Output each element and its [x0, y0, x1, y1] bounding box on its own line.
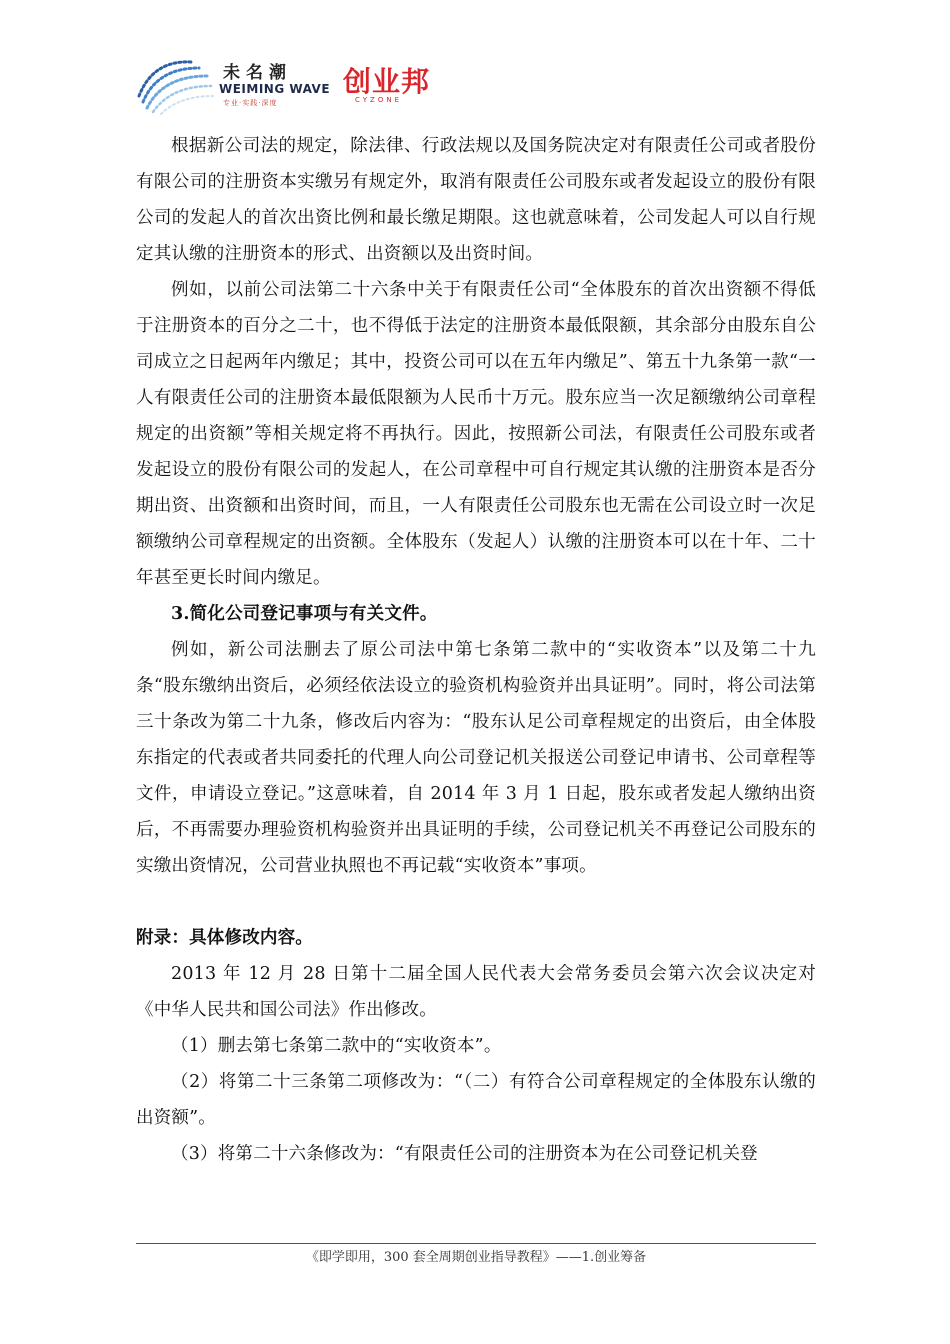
- brand-slogan: 专业·实践·深度: [223, 99, 278, 107]
- page-footer: 《即学即用，300 套全周期创业指导教程》——1.创业筹备: [305, 1250, 647, 1265]
- footer-divider: [136, 1243, 816, 1244]
- list-item: （3）将第二十六条修改为：“有限责任公司的注册资本为在公司登记机关登: [171, 1144, 758, 1164]
- cyzone-logo-cn: 创业邦: [343, 65, 431, 98]
- brand-name-en: WEIMING WAVE: [219, 82, 331, 96]
- spacer: [136, 884, 816, 920]
- brand-name-cn: 未名潮: [223, 63, 292, 83]
- weiming-wave-logo-icon: [133, 52, 215, 116]
- document-body: [136, 128, 816, 1172]
- list-item: （2）将第二十三条第二项修改为：“（二）有符合公司章程规定的全体股东认缴的出资额”。: [136, 1072, 816, 1128]
- paragraph: 2013 年 12 月 28 日第十二届全国人民代表大会常务委员会第六次会议决定对《中华人民共和国公司法》作出修改。: [136, 964, 816, 1020]
- cyzone-logo-en: CYZONE: [355, 96, 403, 104]
- paragraph: 根据新公司法的规定，除法律、行政法规以及国务院决定对有限责任公司或者股份有限公司的注册资本实缴另有规定外，取消有限责任公司股东或者发起设立的股份有限公司的发起人的首次出资比例和最长缴足期限。这也就意味着，公司发起人可以自行规定其认缴的注册资本的形式、出资额以及出资时间。: [136, 136, 816, 264]
- list-item: （1）删去第七条第二款中的“实收资本”。: [171, 1036, 502, 1056]
- appendix-title: 附录：具体修改内容。: [136, 928, 313, 948]
- page-header: [133, 52, 453, 124]
- paragraph: 例如，新公司法删去了原公司法中第七条第二款中的“实收资本”以及第二十九条“股东缴纳出资后，必须经依法设立的验资机构验资并出具证明”。同时，将公司法第三十条改为第二十九条，修改后内容为：“股东认足公司章程规定的出资后，由全体股东指定的代表或者共同委托的代理人向公司登记机关报送公司登记申请书、公司章程等文件，申请设立登记。”这意味着，自 2014 年 3 月 1 日起，股东或者发起人缴纳出资后，不再需要办理验资机构验资并出具证明的手续，公司登记机关不再登记公司股东的实缴出资情况，公司营业执照也不再记载“实收资本”事项。: [136, 640, 816, 876]
- paragraph: 例如，以前公司法第二十六条中关于有限责任公司“全体股东的首次出资额不得低于注册资本的百分之二十，也不得低于法定的注册资本最低限额，其余部分由股东自公司成立之日起两年内缴足；其中，投资公司可以在五年内缴足”、第五十九条第一款“一人有限责任公司的注册资本最低限额为人民币十万元。股东应当一次足额缴纳公司章程规定的出资额”等相关规定将不再执行。因此，按照新公司法，有限责任公司股东或者发起设立的股份有限公司的发起人，在公司章程中可自行规定其认缴的注册资本是否分期出资、出资额和出资时间，而且，一人有限责任公司股东也无需在公司设立时一次足额缴纳公司章程规定的出资额。全体股东（发起人）认缴的注册资本可以在十年、二十年甚至更长时间内缴足。: [136, 280, 816, 588]
- section-heading: 3.简化公司登记事项与有关文件。: [171, 604, 438, 624]
